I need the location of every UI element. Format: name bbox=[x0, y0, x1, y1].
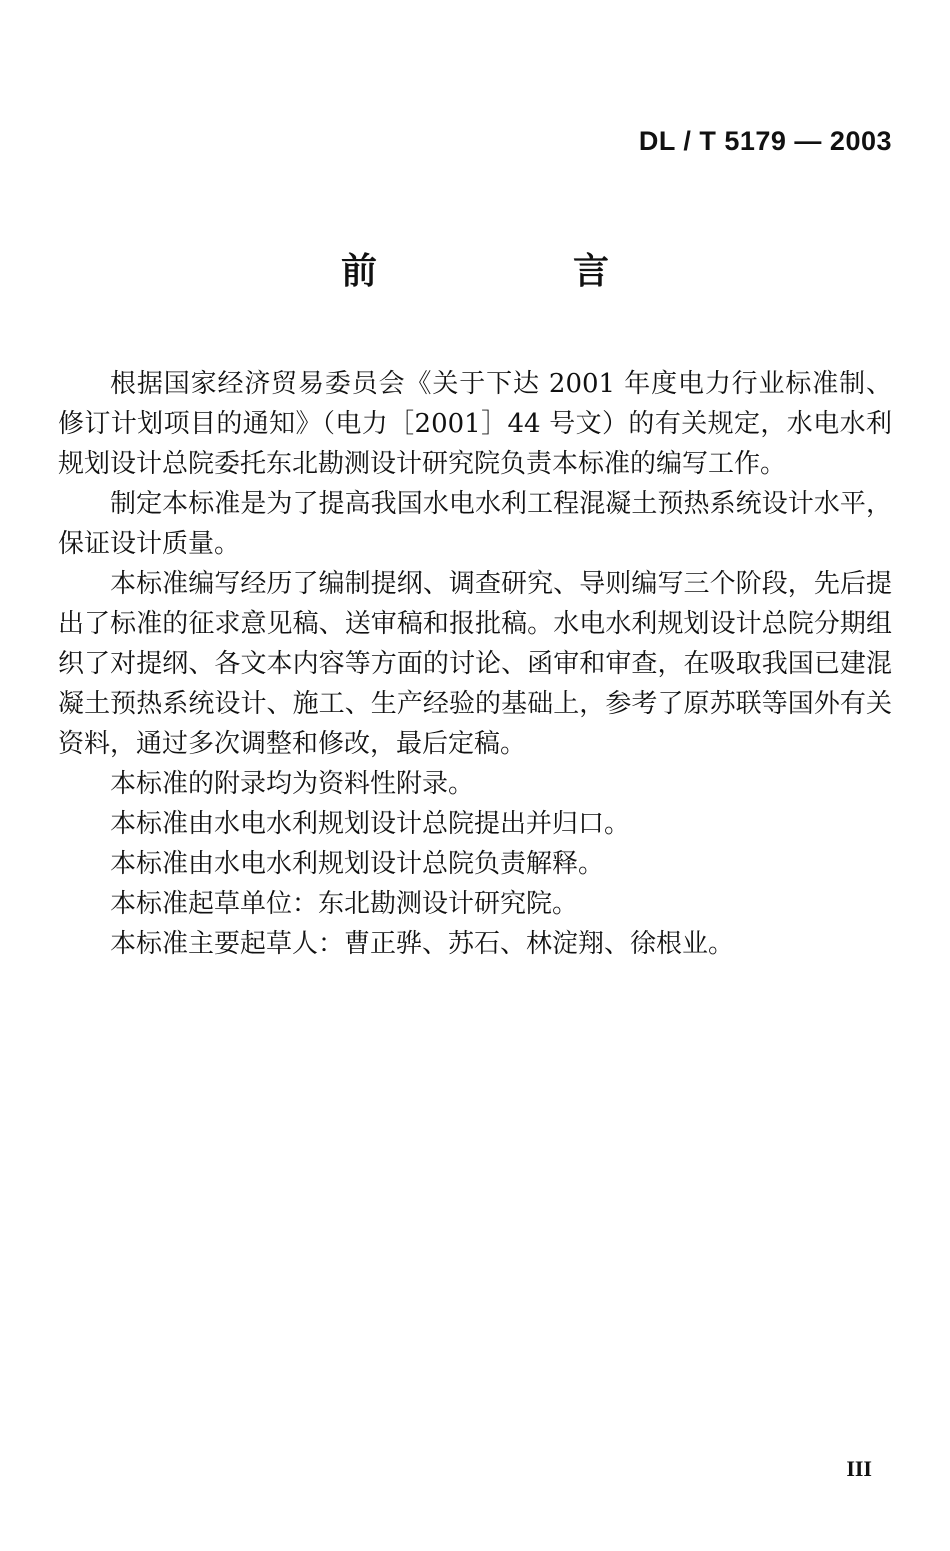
page-number: III bbox=[846, 1456, 872, 1481]
paragraph-2: 制定本标准是为了提高我国水电水利工程混凝土预热系统设计水平，保证设计质量。 bbox=[58, 489, 892, 559]
page-title: 前 言 bbox=[340, 251, 689, 292]
paragraph-5: 本标准由水电水利规划设计总院提出并归口。 bbox=[110, 809, 631, 839]
paragraph-1: 根据国家经济贸易委员会《关于下达 2001 年度电力行业标准制、修订计划项目的通知》（电力［2001］44 号文）的有关规定，水电水利规划设计总院委托东北勘测设计研究院负责本标准的编写工作。 bbox=[58, 369, 892, 479]
standard-code: DL / T 5179 — 2003 bbox=[638, 126, 892, 156]
paragraph-3: 本标准编写经历了编制提纲、调查研究、导则编写三个阶段，先后提出了标准的征求意见稿、送审稿和报批稿。水电水利规划设计总院分期组织了对提纲、各文本内容等方面的讨论、函审和审查，在吸取我国已建混凝土预热系统设计、施工、生产经验的基础上，参考了原苏联等国外有关资料，通过多次调整和修改，最后定稿。 bbox=[58, 569, 892, 759]
paragraph-6: 本标准由水电水利规划设计总院负责解释。 bbox=[110, 849, 605, 879]
paragraph-4: 本标准的附录均为资料性附录。 bbox=[110, 769, 475, 799]
paragraph-7: 本标准起草单位：东北勘测设计研究院。 bbox=[110, 889, 579, 919]
paragraph-8: 本标准主要起草人：曹正骅、苏石、林淀翔、徐根业。 bbox=[110, 929, 735, 959]
preface-body bbox=[58, 364, 892, 964]
